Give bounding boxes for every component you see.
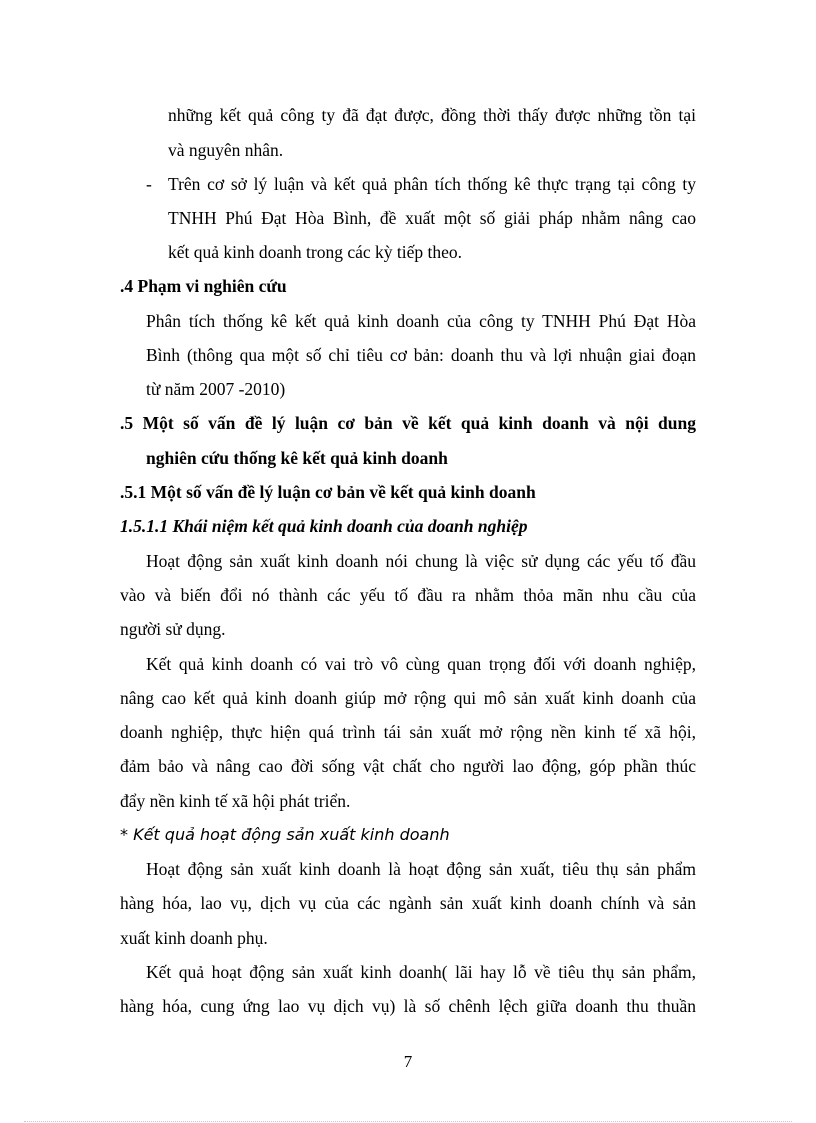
section-5-heading-line-1: .5 Một số vấn đề lý luận cơ bản về kết quả kinh doanh và nội dung (120, 413, 696, 433)
paragraph-1-line-2: vào và biến đổi nó thành các yếu tố đầu ra nhằm thỏa mãn nhu cầu của (120, 585, 696, 605)
paragraph-2-line-5: đẩy nền kinh tế xã hội phát triển. (120, 791, 351, 811)
note-heading: * Kết quả hoạt động sản xuất kinh doanh (120, 825, 450, 844)
scope-line-3: từ năm 2007 -2010) (146, 379, 286, 399)
paragraph-4-line-2: hàng hóa, cung ứng lao vụ dịch vụ) là số chênh lệch giữa doanh thu thuần (120, 996, 696, 1016)
scope-heading: .4 Phạm vi nghiên cứu (120, 276, 287, 296)
goal-bullet-line-2: TNHH Phú Đạt Hòa Bình, đề xuất một số giải pháp nhằm nâng cao (168, 208, 696, 228)
paragraph-3-line-3: xuất kinh doanh phụ. (120, 928, 268, 948)
scope-line-1: Phân tích thống kê kết quả kinh doanh của công ty TNHH Phú Đạt Hòa (146, 311, 696, 331)
page-bottom-divider (24, 1121, 792, 1122)
paragraph-3-line-1: Hoạt động sản xuất kinh doanh là hoạt động sản xuất, tiêu thụ sản phẩm (146, 859, 696, 879)
paragraph-3-line-2: hàng hóa, lao vụ, dịch vụ của các ngành sản xuất kinh doanh chính và sản (120, 893, 696, 913)
goal-continuation-line-2: và nguyên nhân. (168, 140, 284, 160)
goal-bullet-line-3: kết quả kinh doanh trong các kỳ tiếp theo. (168, 242, 463, 262)
paragraph-1-line-1: Hoạt động sản xuất kinh doanh nói chung là việc sử dụng các yếu tố đầu (146, 551, 696, 571)
goal-continuation-line-1: những kết quả công ty đã đạt được, đồng thời thấy được những tồn tại (168, 105, 696, 125)
page-number: 7 (403, 1052, 413, 1071)
section-5-1-heading: .5.1 Một số vấn đề lý luận cơ bản về kết quả kinh doanh (120, 482, 536, 502)
goal-bullet-line-1: Trên cơ sở lý luận và kết quả phân tích thống kê thực trạng tại công ty (168, 174, 696, 194)
paragraph-2-line-3: doanh nghiệp, thực hiện quá trình tái sản xuất mở rộng nền kinh tế xã hội, (120, 722, 696, 742)
section-5-heading-line-2: nghiên cứu thống kê kết quả kinh doanh (146, 448, 448, 468)
paragraph-2-line-2: nâng cao kết quả kinh doanh giúp mở rộng qui mô sản xuất kinh doanh của (120, 688, 696, 708)
paragraph-2-line-4: đảm bảo và nâng cao đời sống vật chất cho người lao động, góp phần thúc (120, 756, 696, 776)
paragraph-1-line-3: người sử dụng. (120, 619, 226, 639)
paragraph-4-line-1: Kết quả hoạt động sản xuất kinh doanh( lãi hay lỗ về tiêu thụ sản phẩm, (146, 962, 696, 982)
section-5-1-1-heading: 1.5.1.1 Khái niệm kết quả kinh doanh của doanh nghiệp (120, 516, 528, 536)
scope-line-2: Bình (thông qua một số chỉ tiêu cơ bản: doanh thu và lợi nhuận giai đoạn (146, 345, 696, 365)
bullet-marker: - (146, 174, 152, 194)
paragraph-2-line-1: Kết quả kinh doanh có vai trò vô cùng quan trọng đối với doanh nghiệp, (146, 654, 696, 674)
